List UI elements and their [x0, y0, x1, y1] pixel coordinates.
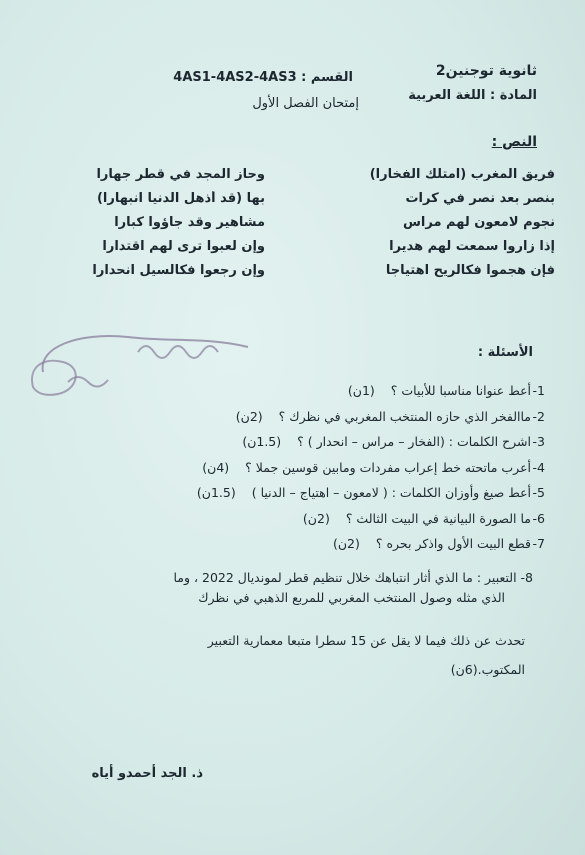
question-8-line2: الذي مثله وصول المنتخب المغربي للمربع الذهبي في نظرك [198, 590, 505, 605]
verse-first-hemistich: نجوم لامعون لهم مراس [402, 214, 555, 230]
question-number: 6- [532, 510, 545, 526]
verse-second-hemistich: وإن لعبوا ترى لهم اقتدارا [102, 238, 265, 254]
question-points: (2ن) [302, 510, 330, 526]
question-text: اشرح الكلمات : (الفخار – مراس – انحدار ) ؟ [297, 434, 531, 449]
class-label: القسم : [301, 70, 353, 85]
verse-second-hemistich: وإن رجعوا فكالسيل انحدارا [92, 262, 265, 278]
verse-second-hemistich: مشاهير وقد جاؤوا كبارا [114, 214, 265, 230]
question-8-line1: 8- التعبير : ما الذي أثار انتباهك خلال تنظيم قطر لمونديال 2022 ، وما [173, 570, 533, 585]
questions-heading: الأسئلة : [477, 345, 533, 360]
question-item [35, 429, 545, 455]
teacher-name: ذ. الجد أحمدو أياه [91, 766, 203, 781]
school-name: ثانوية توجنين2 [435, 63, 537, 79]
exam-title: إمتحان الفصل الأول [252, 96, 359, 111]
question-item [35, 480, 545, 506]
question-number: 3- [532, 434, 545, 449]
question-points: (1ن) [347, 383, 375, 398]
question-item [35, 531, 545, 557]
poem-verse [25, 234, 555, 258]
question-text: أعط صيغ وأوزان الكلمات : ( لامعون – اهتياج – الدنيا ) [251, 485, 531, 500]
subject-line: المادة : اللغة العربية [408, 88, 537, 103]
verse-second-hemistich: وحاز المجد في قطر جهارا [96, 166, 265, 182]
question-text: ماالفخر الذي حازه المنتخب المغربي في نظرك ؟ [278, 408, 531, 424]
question-text: ما الصورة البيانية في البيت الثالث ؟ [345, 510, 531, 526]
class-codes: 4AS1-4AS2-4AS3 [173, 70, 297, 85]
instruction-line1: تحدث عن ذلك فيما لا يقل عن 15 سطرا متبعا معمارية التعبير [207, 633, 525, 648]
question-item [35, 506, 545, 532]
question-number: 7- [532, 536, 545, 551]
poem [25, 162, 555, 282]
verse-first-hemistich: بنصر بعد نصر في كرات [405, 190, 555, 206]
question-item [35, 404, 545, 430]
question-number: 1- [532, 383, 545, 398]
poem-verse [25, 162, 555, 186]
text-heading: النص : [491, 134, 537, 150]
question-item [35, 378, 545, 404]
verse-first-hemistich: فإن هجموا فكالريح اهتياجا [385, 262, 555, 278]
question-points: (2ن) [235, 408, 263, 424]
questions-list [35, 378, 545, 557]
question-points: (1.5ن) [196, 485, 236, 500]
question-points: (4ن) [202, 459, 230, 475]
poem-verse [25, 186, 555, 210]
question-number: 5- [532, 485, 545, 500]
question-points: (2ن) [332, 536, 360, 551]
question-item [35, 455, 545, 481]
poem-verse [25, 258, 555, 282]
class-line [173, 70, 353, 85]
question-text: أعط عنوانا مناسبا للأبيات ؟ [390, 383, 531, 398]
poem-verse [25, 210, 555, 234]
verse-first-hemistich: فريق المغرب (امتلك الفخارا) [369, 166, 555, 182]
verse-second-hemistich: بها (قد أذهل الدنيا انبهارا) [96, 190, 265, 206]
question-number: 2- [532, 408, 545, 424]
question-text: أعرب ماتحته خط إعراب مفردات ومابين قوسين جملا ؟ [245, 459, 531, 475]
instruction-line2: المكتوب.(6ن) [450, 662, 525, 677]
question-points: (1.5ن) [242, 434, 282, 449]
verse-first-hemistich: إذا زاروا سمعت لهم هديرا [389, 238, 555, 254]
question-number: 4- [532, 459, 545, 475]
question-text: قطع البيت الأول واذكر بحره ؟ [375, 536, 531, 551]
